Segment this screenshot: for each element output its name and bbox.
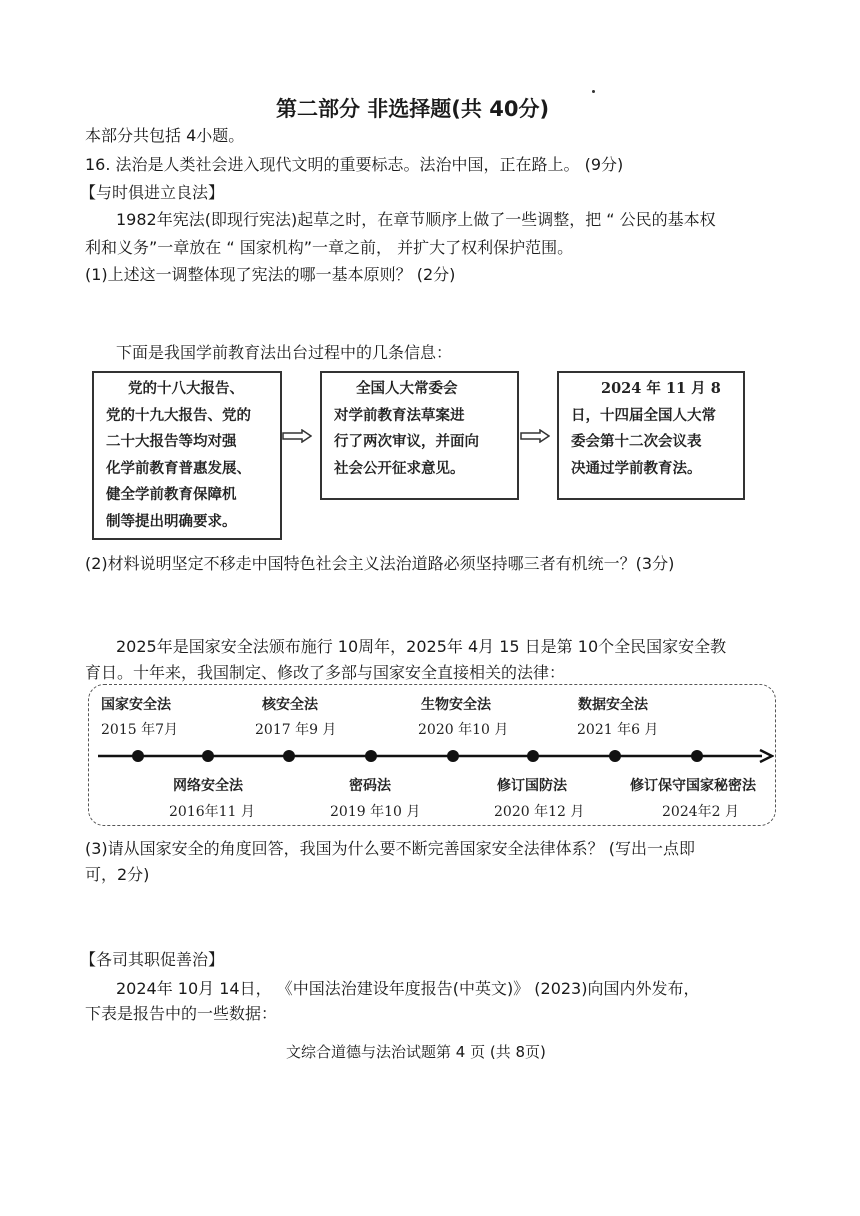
timeline-law-date: 2017 年9 月 [255, 722, 337, 738]
flow-arrow-1 [282, 429, 312, 443]
paragraph-security-line1: 2025年是国家安全法颁布施行 10周年，2025年 4月 15 日是第 10个全民国家安全教 [116, 637, 727, 656]
timeline-axis [98, 748, 774, 764]
flow-line: 社会公开征求意见。 [334, 459, 465, 477]
timeline-law-label: 核安全法 [262, 697, 318, 713]
title-speck [592, 90, 595, 93]
timeline-law-label: 密码法 [349, 778, 391, 794]
flow-line: 二十大报告等均对强 [106, 433, 237, 450]
timeline-dot [202, 750, 214, 762]
page-footer: 文综合道德与法治试题第 4 页 (共 8页) [286, 1043, 546, 1061]
flow-line: 日，十四届全国人大常 [571, 406, 716, 424]
timeline-law-label: 数据安全法 [578, 697, 648, 713]
timeline-law-date: 2020 年12 月 [494, 804, 585, 820]
paragraph-preschool-intro: 下面是我国学前教育法出台过程中的几条信息： [116, 343, 453, 362]
timeline-dot [132, 750, 144, 762]
paragraph-constitution-line2: 利和义务”一章放在 “ 国家机构”一章之前， 并扩大了权利保护范围。 [85, 238, 574, 257]
timeline-law-label: 网络安全法 [173, 778, 243, 794]
question-3-line2: 可，2分) [85, 865, 150, 884]
timeline-dot [691, 750, 703, 762]
question-1: (1)上述这一调整体现了宪法的哪一基本原则？ (2分) [85, 265, 456, 284]
flow-box-law-passed [557, 371, 745, 500]
timeline-dot [283, 750, 295, 762]
paragraph-report-line1: 2024年 10月 14日， 《中国法治建设年度报告(中英文)》 (2023)向国内外发布， [116, 979, 700, 998]
timeline-law-label: 生物安全法 [421, 697, 491, 713]
paragraph-security-line2: 育日。十年来，我国制定、修改了多部与国家安全直接相关的法律： [85, 663, 566, 682]
question-2: (2)材料说明坚定不移走中国特色社会主义法治道路必须坚持哪三者有机统一？(3分) [85, 554, 675, 573]
flow-line: 制等提出明确要求。 [106, 512, 237, 530]
flow-line: 对学前教育法草案进 [334, 406, 465, 424]
flow-box-party-reports [92, 371, 282, 540]
paragraph-constitution-line1: 1982年宪法(即现行宪法)起草之时，在章节顺序上做了一些调整，把 “ 公民的基本权 [116, 210, 716, 229]
timeline-dot [527, 750, 539, 762]
question-16: 16. 法治是人类社会进入现代文明的重要标志。法治中国，正在路上。 (9分) [85, 155, 624, 174]
paragraph-report-line2: 下表是报告中的一些数据： [85, 1004, 278, 1023]
question-3-line1: (3)请从国家安全的角度回答，我国为什么要不断完善国家安全法律体系？ (写出一点即 [85, 839, 695, 858]
flow-line: 决通过学前教育法。 [571, 459, 702, 477]
timeline-law-label: 修订国防法 [497, 778, 567, 794]
flow-box-npc-review [320, 371, 519, 500]
timeline-law-date: 2024年2 月 [662, 804, 739, 820]
timeline-law-label: 修订保守国家秘密法 [630, 778, 756, 794]
heading-good-governance: 【各司其职促善治】 [80, 950, 225, 969]
intro-text: 本部分共包括 4小题。 [85, 126, 245, 145]
timeline-law-date: 2015 年7月 [101, 722, 178, 738]
timeline-dot [609, 750, 621, 762]
timeline-law-date: 2016年11 月 [169, 804, 255, 820]
flow-arrow-2 [520, 429, 550, 443]
flow-line: 委会第十二次会议表 [571, 433, 702, 450]
flow-line: 党的十九大报告、党的 [106, 406, 251, 424]
flow-line: 健全学前教育保障机 [106, 486, 237, 503]
timeline-law-label: 国家安全法 [101, 697, 171, 713]
timeline-law-date: 2020 年10 月 [418, 722, 509, 738]
heading-good-laws: 【与时俱进立良法】 [80, 183, 225, 202]
flow-line: 化学前教育普惠发展、 [106, 459, 251, 477]
flow-line: 党的十八大报告、 [128, 380, 244, 397]
flow-line: 全国人大常委会 [356, 380, 458, 397]
section-title: 第二部分 非选择题(共 40分) [276, 97, 550, 121]
timeline-dot [447, 750, 459, 762]
timeline-law-date: 2021 年6 月 [577, 722, 659, 738]
timeline-dot [365, 750, 377, 762]
flow-line: 行了两次审议，并面向 [334, 433, 479, 450]
timeline-law-date: 2019 年10 月 [330, 804, 421, 820]
flow-line: 2024 年 11 月 8 [601, 380, 721, 397]
